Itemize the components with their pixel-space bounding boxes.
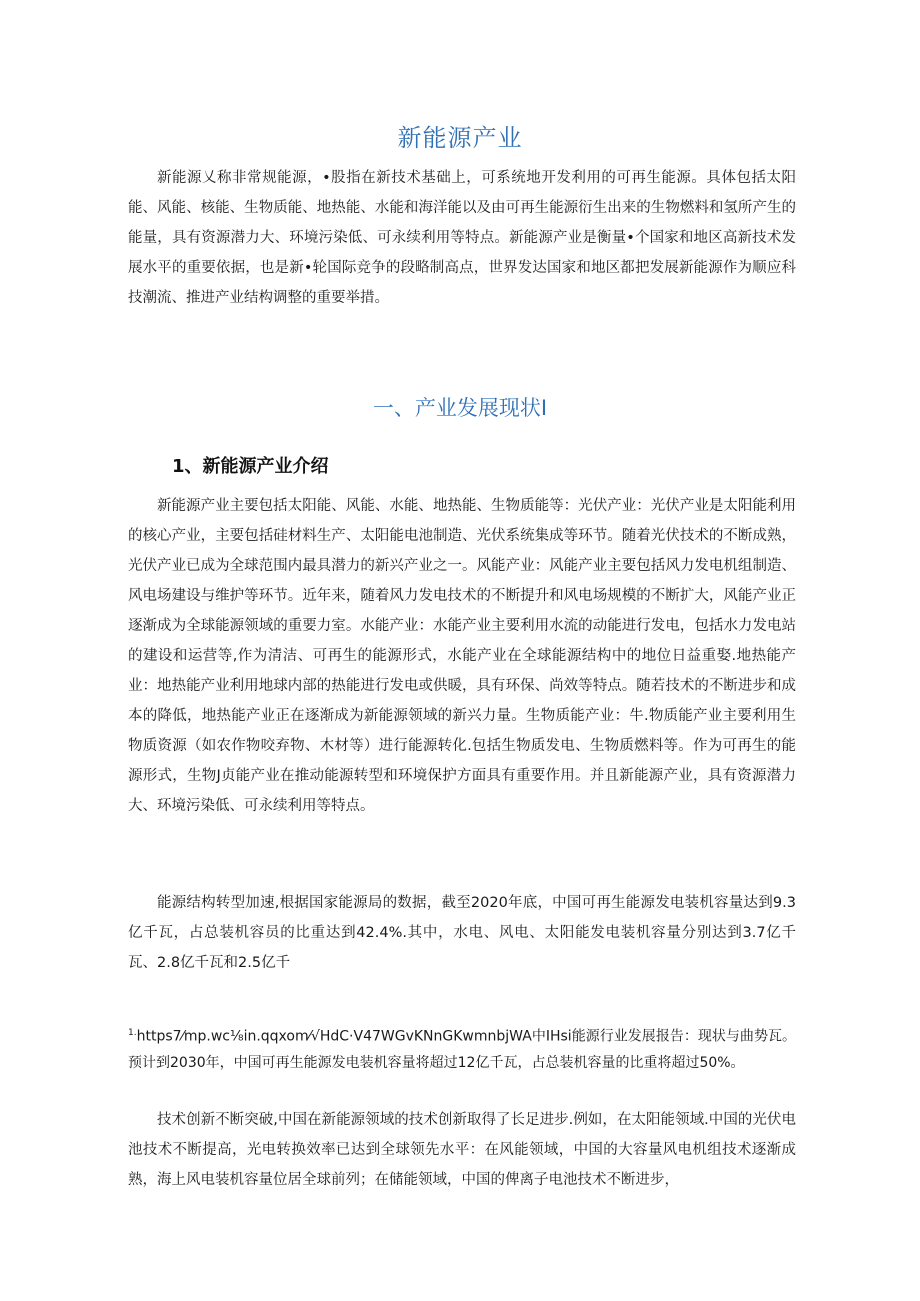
industry-paragraph: 新能源产业主要包括太阳能、风能、水能、地热能、生物质能等：光伏产业：光伏产业是太阳能利用的核心产业，主要包括硅材料生产、太阳能电池制造、光伏系统集成等环节。随着光伏技术的不断成熟，光伏产业已成为全球范围内最具潜力的新兴产业之一。风能产业：风能产业主要包括风力发电机组制造、风电场建设与维护等环节。近年来，随着风力发电技术的不断提升和风电场规模的不断扩大，风能产业正逐渐成为全球能源领域的重要力室。水能产业：水能产业主要利用水流的动能进行发电，包括水力发电站的建设和运营等,作为清洁、可再生的能源形式，水能产业在全球能源结构中的地位日益重娶.地热能产业：地热能产业利用地球内部的热能进行发电或供暖，具有环保、尚效等特点。随若技术的不断进步和成本的降低，地热能产业正在逐渐成为新能源领域的新兴力量。生物质能产业：牛.物质能产业主要利用生物质资源（如农作物咬弃物、木材等）进行能源转化.包括生物质发电、生物质燃料等。作为可再生的能源形式，生物J贞能产业在推动能源转型和环境保护方面具有重要作用。并且新能源产业，具有资源潜力大、环境污染低、可永续利用等特点。 <box>128 498 796 814</box>
section-heading: 一、产业发展现状I <box>372 396 548 420</box>
innovation-paragraph: 技术创新不断突破,中国在新能源领域的技术创新取得了长足进步.例如，在太阳能领域.中国的光伏电池技术不断提高，光电转换效率已达到全球领先水平：在风能领域，中国的大容量风电机组技术逐渐成熟，海上风电装机容量位居全球前列；在储能领域，中国的俾离子电池技术不断进步， <box>128 1112 796 1188</box>
footnote <box>128 1020 796 1076</box>
document-title: 新能源产业 <box>397 124 523 152</box>
footnote-marker: 1. <box>128 1028 137 1038</box>
capacity-paragraph: 能源结构转型加速,根据国家能源局的数据，截至2020年底，中国可再生能源发电装机容量达到9.3亿千瓦，占总装机容员的比重达到42.4%.其中，水电、风电、太阳能发电装机容量分别达到3.7亿千瓦、2.8亿千瓦和2.5亿千 <box>128 895 796 971</box>
footnote-text: https7⁄mp.wc⅛in.qqxom⁄√HdC·V47WGvKNnGKwmnbjWA中IHsi能源行业发展报告：现状与曲势瓦。预计到2030年，中国可再生能源发电装机容量将超过12亿千瓦，占总装机容量的比重将超过50%。 <box>128 1028 796 1071</box>
subsection-heading: 1、新能源产业介绍 <box>172 456 329 477</box>
intro-paragraph: 新能源乂称非常规能源，•股指在新技术基础上，可系统地开发利用的可再生能源。具体包括太阳能、风能、核能、生物质能、地热能、水能和海洋能以及由可再生能源衍生出来的生物燃料和氢所产生的能量，具有资源潜力大、环境污染低、可永续利用等特点。新能源产业是衡量•个国家和地区高新技术发展水平的重要依据，也是新•轮国际竞争的段略制高点，世界发达国家和地区都把发展新能源作为顺应科技潮流、推进产业结构调整的重要举措。 <box>128 170 796 306</box>
